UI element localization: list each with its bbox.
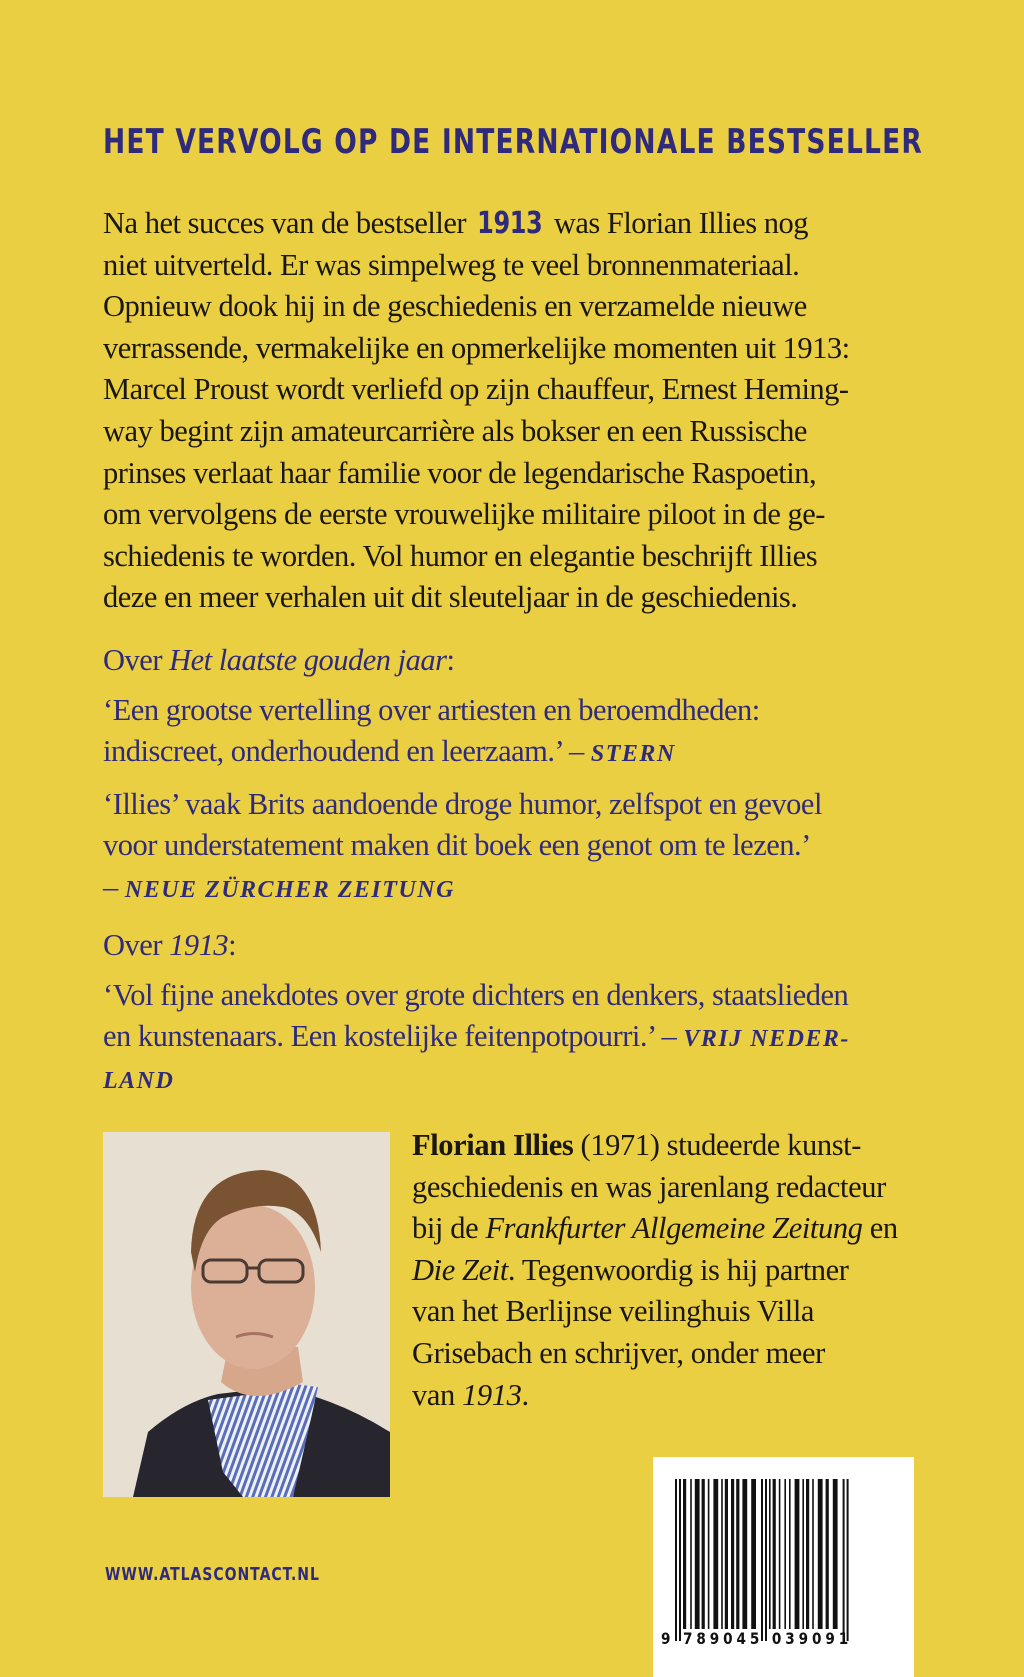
- barcode-bar: [702, 1479, 705, 1629]
- bio-line: Florian Illies (1971) studeerde kunst-: [412, 1128, 862, 1162]
- blurb-line: way begint zijn amateurcarrière als bokser en een Russische: [103, 413, 807, 448]
- blurb-line: deze en meer verhalen uit dit sleuteljaar in de geschiedenis.: [103, 580, 798, 615]
- blurb-line: Opnieuw dook hij in de geschiedenis en verzamelde nieuwe: [103, 289, 807, 324]
- barcode-bar: [769, 1479, 771, 1629]
- barcode-bar: [795, 1479, 800, 1629]
- barcode-bar: [802, 1479, 804, 1629]
- barcode-bar: [695, 1479, 700, 1629]
- barcode-bar: [751, 1479, 756, 1629]
- barcode-bar: [843, 1479, 845, 1641]
- isbn-digits: 9 789045 039091: [661, 1629, 853, 1648]
- barcode-bar: [742, 1479, 747, 1629]
- isbn-barcode: [653, 1457, 914, 1677]
- bio-line: Die Zeit. Tegenwoordig is hij partner: [412, 1252, 849, 1287]
- reviews-sequel: [103, 640, 943, 912]
- review-quote: indiscreet, onderhoudend en leerzaam.’ – STERN: [103, 734, 676, 769]
- review-quote: ‘Illies’ vaak Brits aandoende droge humor, zelfspot en gevoel: [103, 786, 822, 821]
- review-quote: en kunstenaars. Een kostelijke feitenpotpourri.’ – VRIJ NEDER-: [103, 1019, 850, 1054]
- barcode-bar: [731, 1479, 734, 1629]
- author-portrait-image: [103, 1132, 390, 1497]
- barcode-bar: [773, 1479, 776, 1629]
- bio-line: geschiedenis en was jarenlang redacteur: [412, 1169, 886, 1204]
- barcode-bar: [736, 1479, 739, 1629]
- barcode-bar: [847, 1479, 849, 1641]
- barcode-bar: [826, 1479, 829, 1629]
- bio-line: bij de Frankfurter Allgemeine Zeitung en: [412, 1211, 898, 1246]
- review-source-line: [103, 1061, 943, 1098]
- review-quote: ‘Vol fijne anekdotes over grote dichters en denkers, staatslieden: [103, 977, 849, 1012]
- reviews-original: [103, 925, 943, 1098]
- barcode-bar: [690, 1479, 692, 1629]
- barcode-bar: [765, 1479, 767, 1641]
- barcode-bar: [675, 1479, 677, 1641]
- author-bio: [412, 1125, 972, 1416]
- barcode-bar: [708, 1479, 710, 1629]
- publisher-website-link[interactable]: WWW.ATLASCONTACT.NL: [105, 1564, 320, 1585]
- review-source: NEUE ZÜRCHER ZEITUNG: [124, 876, 455, 903]
- blurb-line: verrassende, vermakelijke en opmerkelijke momenten uit 1913:: [103, 330, 850, 365]
- blurb-line: niet uitverteld. Er was simpelweg te veel bronnenmateriaal.: [103, 247, 800, 282]
- barcode-bar: [833, 1479, 838, 1629]
- review-source: VRIJ NEDER-: [683, 1026, 850, 1053]
- title-1913-badge: 1913: [477, 206, 543, 241]
- barcode-bar: [818, 1479, 823, 1629]
- author-photo: [103, 1132, 390, 1497]
- barcode-bar: [779, 1479, 781, 1629]
- barcode-bar: [679, 1479, 681, 1641]
- barcode-bar: [806, 1479, 809, 1629]
- review-quote: ‘Een grootse vertelling over artiesten en beroemdheden:: [103, 692, 760, 727]
- reviews-intro: Over Het laatste gouden jaar:: [103, 643, 455, 677]
- blurb-line: om vervolgens de eerste vrouwelijke militaire piloot in de ge-: [103, 497, 825, 532]
- review-quote: voor understatement maken dit boek een genot om te lezen.’: [103, 828, 811, 863]
- barcode-bar: [812, 1479, 814, 1629]
- barcode-bar: [725, 1479, 728, 1629]
- blurb: [103, 203, 943, 619]
- reviews-intro: Over 1913:: [103, 928, 237, 962]
- barcode-bar: [713, 1479, 718, 1629]
- barcode-bar: [789, 1479, 791, 1629]
- review-source: LAND: [103, 1067, 175, 1094]
- bio-line: Grisebach en schrijver, onder meer: [412, 1335, 825, 1370]
- blurb-line: schiedenis te worden. Vol humor en elegantie beschrijft Illies: [103, 538, 818, 573]
- barcode-bar: [683, 1479, 686, 1629]
- review-source-line: – NEUE ZÜRCHER ZEITUNG: [103, 869, 455, 904]
- bio-line: van 1913.: [412, 1377, 529, 1412]
- headline: HET VERVOLG OP DE INTERNATIONALE BESTSELLER: [103, 122, 923, 162]
- barcode-bar: [761, 1479, 763, 1641]
- review-source: STERN: [590, 741, 676, 768]
- author-name: Florian Illies: [412, 1128, 574, 1162]
- blurb-line: Na het succes van de bestseller 1913 was Florian Illies nog: [103, 203, 943, 245]
- barcode-bar: [784, 1479, 786, 1629]
- blurb-line: Marcel Proust wordt verliefd op zijn chauffeur, Ernest Heming-: [103, 372, 849, 407]
- blurb-line: prinses verlaat haar familie voor de legendarische Raspoetin,: [103, 455, 817, 490]
- bio-line: van het Berlijnse veilinghuis Villa: [412, 1294, 815, 1329]
- barcode-bar: [721, 1479, 723, 1629]
